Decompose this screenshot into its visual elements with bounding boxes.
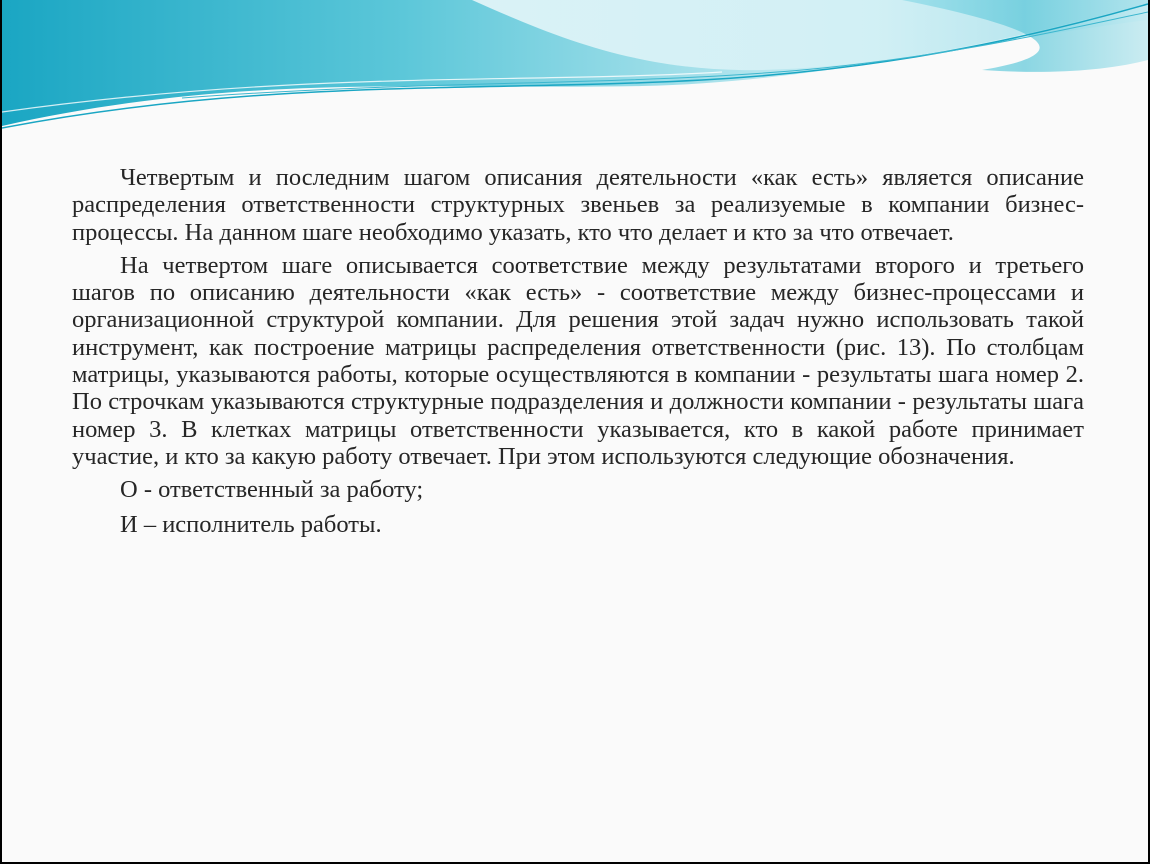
legend-item-responsible: О - ответственный за работу; [120, 476, 424, 504]
paragraph-2: На четвертом шаге описывается соответствие между результатами второго и третьего шагов по описанию деятельности «как есть» - соответствие между бизнес-процессами и организационной структурой компании. Для решения этой задач нужно использовать такой инструмент, как построение матрицы распределения ответственности (рис. 13). По столбцам матрицы, указываются работы, которые осуществляются в компании - результаты шага номер 2. По строчкам указываются структурные подразделения и должности компании - результаты шага номер 3. В клетках матрицы ответственности указывается, кто в какой работе принимает участие, и кто за какую работу отвечает. При этом используются следующие обозначения. [72, 251, 1084, 470]
wave-decoration [2, 0, 1148, 135]
slide [2, 0, 1148, 862]
legend-item-executor: И – исполнитель работы. [120, 510, 382, 538]
paragraph-1: Четвертым и последним шагом описания деятельности «как есть» является описание распределения ответственности структурных звеньев за реализуемые в компании бизнес-процессы. На данном шаге необходимо указать, кто что делает и кто за что отвечает. [72, 164, 1084, 246]
slide-body [72, 164, 1084, 545]
